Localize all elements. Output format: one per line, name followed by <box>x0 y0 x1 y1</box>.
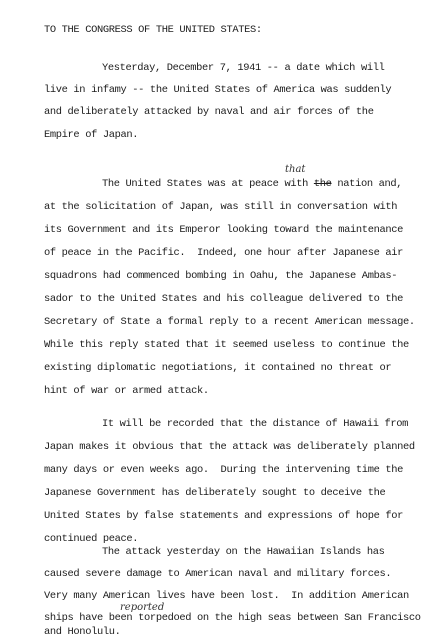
paragraph-4-line-2: caused severe damage to American naval and military forces. <box>44 568 392 580</box>
paragraph-4-line-3: Very many American lives have been lost. In addition American <box>44 590 409 602</box>
paragraph-2-line-1-end: nation and, <box>331 178 403 190</box>
paragraph-4-line-1: The attack yesterday on the Hawaiian Islands has <box>102 546 385 558</box>
paragraph-3-line-5: United States by false statements and expressions of hope for <box>44 510 404 522</box>
paragraph-3-line-4: Japanese Government has deliberately sought to deceive the <box>44 487 386 499</box>
paragraph-3-line-3: many days or even weeks ago. During the intervening time the <box>44 464 404 476</box>
paragraph-2-line-1-start: The United States was at peace with <box>102 178 314 190</box>
paragraph-2-line-2: at the solicitation of Japan, was still in conversation with <box>44 201 398 213</box>
paragraph-2-line-5: squadrons had commenced bombing in Oahu, the Japanese Ambas- <box>44 270 398 282</box>
handwritten-insert-reported: reported <box>120 602 165 613</box>
paragraph-2-line-4: of peace in the Pacific. Indeed, one hour after Japanese air <box>44 247 404 259</box>
paragraph-1-line-3: and deliberately attacked by naval and air forces of the <box>44 106 374 118</box>
paragraph-2-line-7: Secretary of State a formal reply to a recent American message. <box>44 316 415 328</box>
document-heading: TO THE CONGRESS OF THE UNITED STATES: <box>44 24 262 36</box>
struck-word: the <box>313 178 332 190</box>
paragraph-1-line-4: Empire of Japan. <box>44 129 139 141</box>
paragraph-4-line-4: ships have been torpedoed on the high seas between San Francisco <box>44 612 421 624</box>
paragraph-1-line-1: Yesterday, December 7, 1941 -- a date which will <box>102 62 385 74</box>
paragraph-2-line-3: its Government and its Emperor looking toward the maintenance <box>44 224 404 236</box>
paragraph-2-line-8: While this reply stated that it seemed useless to continue the <box>44 339 409 351</box>
paragraph-3-line-1: It will be recorded that the distance of Hawaii from <box>102 418 409 430</box>
paragraph-2-line-9: existing diplomatic negotiations, it contained no threat or <box>44 362 392 374</box>
paragraph-4-line-5: and Honolulu. <box>44 626 121 638</box>
paragraph-2-line-10: hint of war or armed attack. <box>44 385 209 397</box>
paragraph-1-line-2: live in infamy -- the United States of America was suddenly <box>44 84 392 96</box>
handwritten-insert-that: that <box>285 164 306 175</box>
paragraph-3-line-2: Japan makes it obvious that the attack was deliberately planned <box>44 441 415 453</box>
paragraph-3-line-6: continued peace. <box>44 533 139 545</box>
paragraph-2-line-6: sador to the United States and his colleague delivered to the <box>44 293 404 305</box>
paragraph-2-line-1 <box>102 178 402 190</box>
